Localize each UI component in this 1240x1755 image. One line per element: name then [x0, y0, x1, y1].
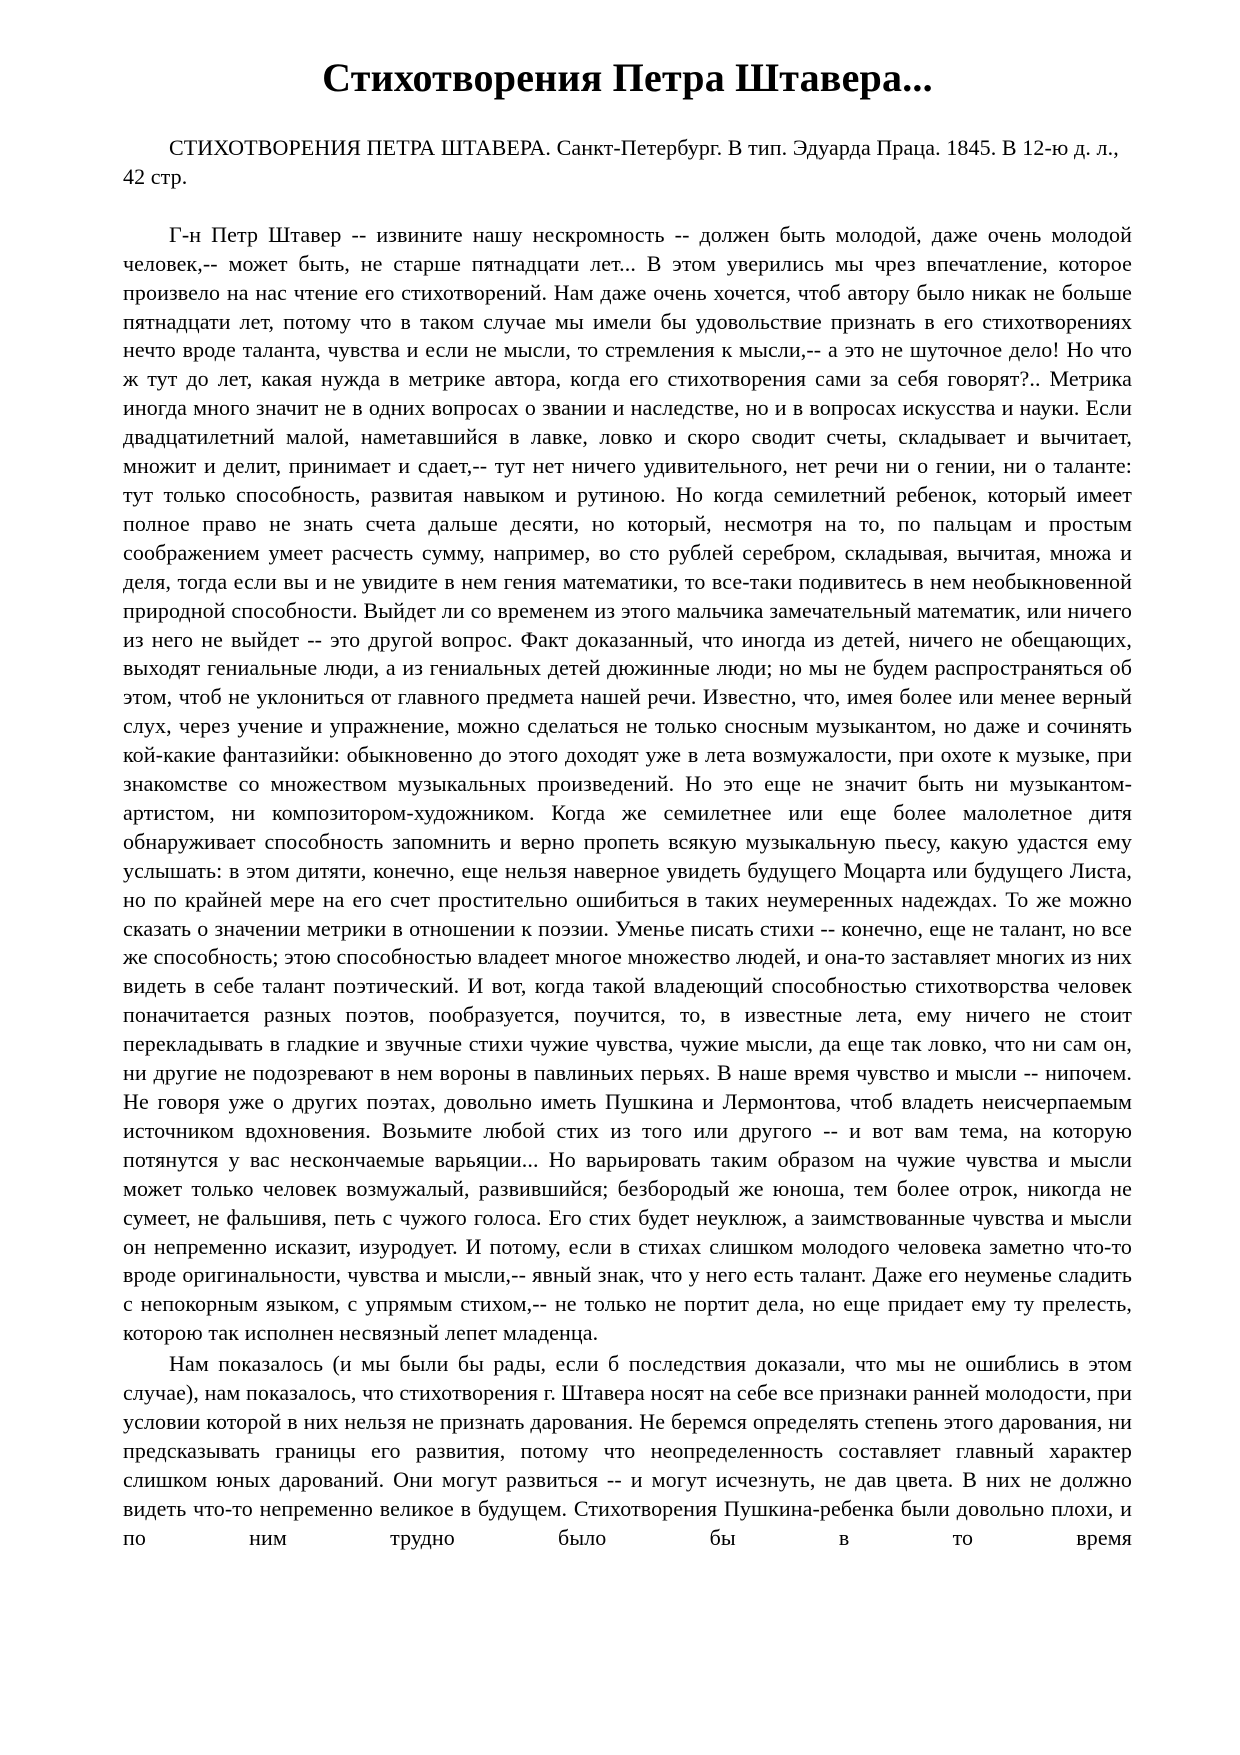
document-page	[123, 48, 1132, 1555]
paragraph: Г-н Петр Штавер -- извините нашу нескромность -- должен быть молодой, даже очень молодой человек,-- может быть, не старше пятнадцати лет... В этом уверились мы чрез впечатление, которое произвело на нас чтение его стихотворений. Нам даже очень хочется, чтоб автору было никак не больше пятнадцати лет, потому что в таком случае мы имели бы удовольствие признать в его стихотворениях нечто вроде таланта, чувства и если не мысли, то стремления к мысли,-- а это не шуточное дело! Но что ж тут до лет, какая нужда в метрике автора, когда его стихотворения сами за себя говорят?.. Метрика иногда много значит не в одних вопросах о звании и наследстве, но и в вопросах искусства и науки. Если двадцатилетний малой, наметавшийся в лавке, ловко и скоро сводит счеты, складывает и вычитает, множит и делит, принимает и сдает,-- тут нет ничего удивительного, нет речи ни о гении, ни о таланте: тут только способность, развитая навыком и рутиною. Но когда семилетний ребенок, который имеет полное право не знать счета дальше десяти, но который, несмотря на то, по пальцам и простым соображением умеет расчесть сумму, например, во сто рублей серебром, складывая, вычитая, множа и деля, тогда если вы и не увидите в нем гения математики, то все-таки подивитесь в нем необыкновенной природной способности. Выйдет ли со временем из этого мальчика замечательный математик, или ничего из него не выйдет -- это другой вопрос. Факт доказанный, что иногда из детей, ничего не обещающих, выходят гениальные люди, а из гениальных детей дюжинные люди; но мы не будем распространяться об этом, чтоб не уклониться от главного предмета нашей речи. Известно, что, имея более или менее верный слух, через учение и упражнение, можно сделаться не только сносным музыкантом, но даже и сочинять кой-какие фантазийки: обыкновенно до этого доходят уже в лета возмужалости, при охоте к музыке, при знакомстве со множеством музыкальных произведений. Но это еще не значит быть ни музыкантом-артистом, ни композитором-художником. Когда же семилетнее или еще более малолетное дитя обнаруживает способность запомнить и верно пропеть всякую музыкальную пьесу, какую удастся ему услышать: в этом дитяти, конечно, еще нельзя наверное увидеть будущего Моцарта или будущего Листа, но по крайней мере на его счет простительно ошибиться в таких неумеренных надеждах. То же можно сказать о значении метрики в отношении к поэзии. Уменье писать стихи -- конечно, еще не талант, но все же способность; этою способностью владеет многое множество людей, и она-то заставляет многих из них видеть в себе талант поэтический. И вот, когда такой владеющий способностью стихотворства человек поначитается разных поэтов, пообразуется, поучится, то, в известные лета, ему ничего не стоит перекладывать в гладкие и звучные стихи чужие чувства, чужие мысли, да еще так ловко, что ни сам он, ни другие не подозревают в нем вороны в павлиньих перьях. В наше время чувство и мысли -- нипочем. Не говоря уже о других поэтах, довольно иметь Пушкина и Лермонтова, чтоб владеть неисчерпаемым источником вдохновения. Возьмите любой стих из того или другого -- и вот вам тема, на которую потянутся у вас нескончаемые варьяции... Но варьировать таким образом на чужие чувства и мысли может только человек возмужалый, развившийся; безбородый же юноша, тем более отрок, никогда не сумеет, не фальшивя, петь с чужого голоса. Его стих будет неуклюж, а заимствованные чувства и мысли он непременно исказит, изуродует. И потому, если в стихах слишком молодого человека заметно что-то вроде оригинальности, чувства и мысли,-- явный знак, что у него есть талант. Даже его неуменье сладить с непокорным языком, с упрямым стихом,-- не только не портит дела, но еще придает ему ту прелесть, которою так исполнен несвязный лепет младенца.	[123, 221, 1132, 1346]
document-title: Стихотворения Петра Штавера...	[322, 55, 933, 100]
paragraph: Нам показалось (и мы были бы рады, если б последствия доказали, что мы не ошиблись в этом случае), нам показалось, что стихотворения г. Штавера носят на себе все признаки ранней молодости, при условии которой в них нельзя не признать дарования. Не беремся определять степень этого дарования, ни предсказывать границы его развития, потому что неопределенность составляет главный характер слишком юных дарований. Они могут развиться -- и могут исчезнуть, не дав цвета. В них не должно видеть что-то непременно великое в будущем. Стихотворения Пушкина-ребенка были довольно плохи, и по ним трудно было бы в то время	[123, 1351, 1132, 1550]
document-body	[123, 134, 1132, 1553]
bibliography-line: СТИХОТВОРЕНИЯ ПЕТРА ШТАВЕРА. Санкт-Петербург. В тип. Эдуарда Праца. 1845. В 12-ю д. л., 42 стр.	[123, 135, 1119, 189]
